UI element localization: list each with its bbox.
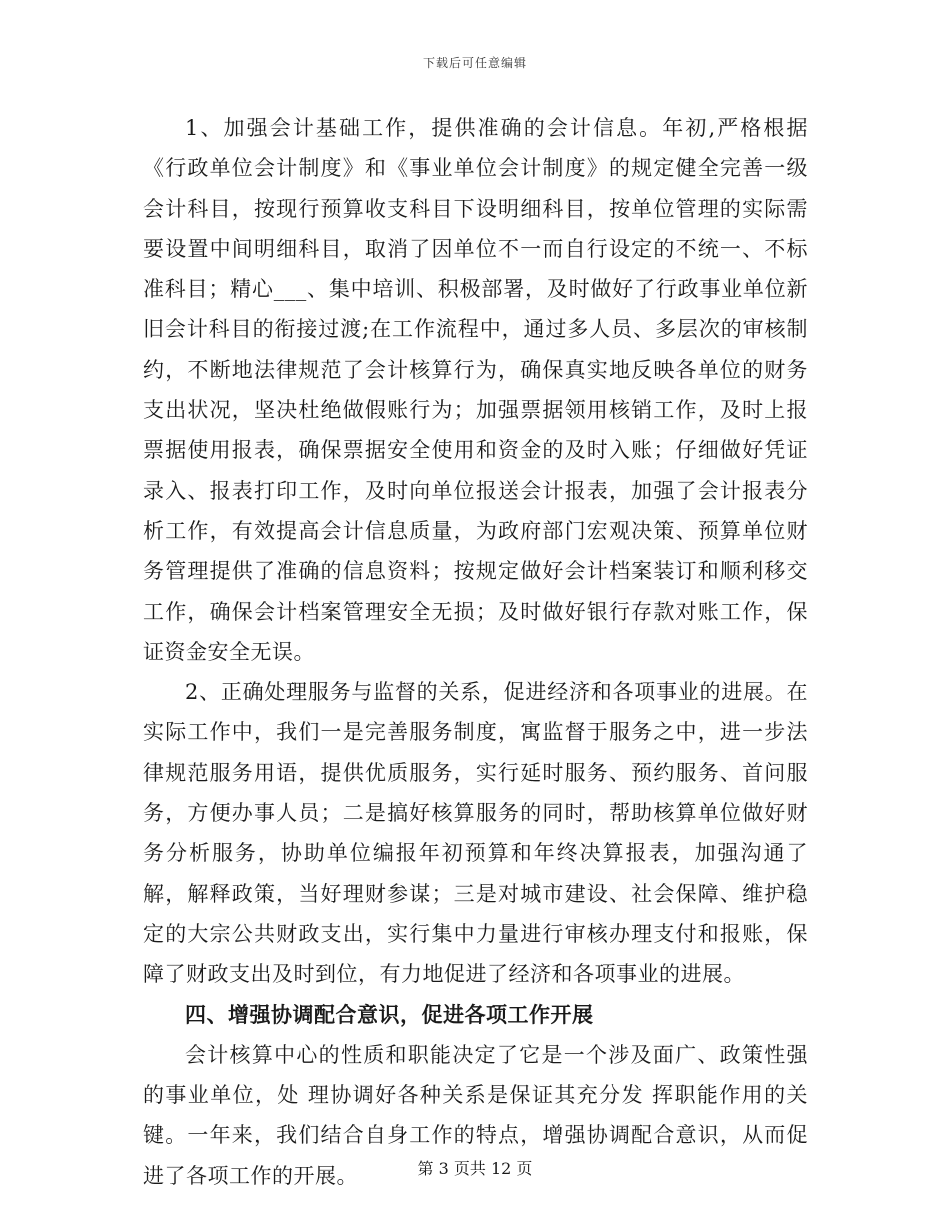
section-heading-coordination: 四、增强协调配合意识，促进各项工作开展 [185,1002,594,1027]
paragraph-accounting-basics: 1、加强会计基础工作，提供准确的会计信息。年初,严格根据《行政单位会计制度》和《事业单位会计制度》的规定健全完善一级会计科目，按现行预算收支科目下设明细科目，按单位管理的实际需要设置中间明细科目，取消了因单位不一而自行设定的不统一、不标准科目；精心___、集中培训、积极部署，及时做好了行政事业单位新旧会计科目的衔接过渡;在工作流程中，通过多人员、多层次的审核制约，不断地法律规范了会计核算行为，确保真实地反映各单位的财务支出状况，坚决杜绝做假账行为；加强票据领用核销工作，及时上报票据使用报表，确保票据安全使用和资金的及时入账；仔细做好凭证录入、报表打印工作，及时向单位报送会计报表，加强了会计报表分析工作，有效提高会计信息质量，为政府部门宏观决策、预算单位财务管理提供了准确的信息资料；按规定做好会计档案装订和顺利移交工作，确保会计档案管理安全无损；及时做好银行存款对账工作，保证资金安全无误。 [143,116,808,664]
paragraph-coordination: 会计核算中心的性质和职能决定了它是一个涉及面广、政策性强的事业单位，处 理协调好各种关系是保证其充分发 挥职能作用的关键。一年来，我们结合自身工作的特点，增强协调配合意识，从而促进了各项工作的开展。 [143,1042,808,1188]
paragraph-service-supervision: 2、正确处理服务与监督的关系，促进经济和各项事业的进展。在实际工作中，我们一是完善服务制度，寓监督于服务之中，进一步法律规范服务用语，提供优质服务，实行延时服务、预约服务、首问服务，方便办事人员；二是搞好核算服务的同时，帮助核算单位做好财务分析服务，协助单位编报年初预算和年终决算报表，加强沟通了解，解释政策，当好理财参谋；三是对城市建设、社会保障、维护稳定的大宗公共财政支出，实行集中力量进行审核办理支付和报账，保障了财政支出及时到位，有力地促进了经济和各项事业的进展。 [143,680,808,987]
page-header: 下载后可任意编辑 [422,56,527,70]
document-body [143,108,808,1196]
page-number: 第 3 页共 12 页 [417,1159,533,1178]
